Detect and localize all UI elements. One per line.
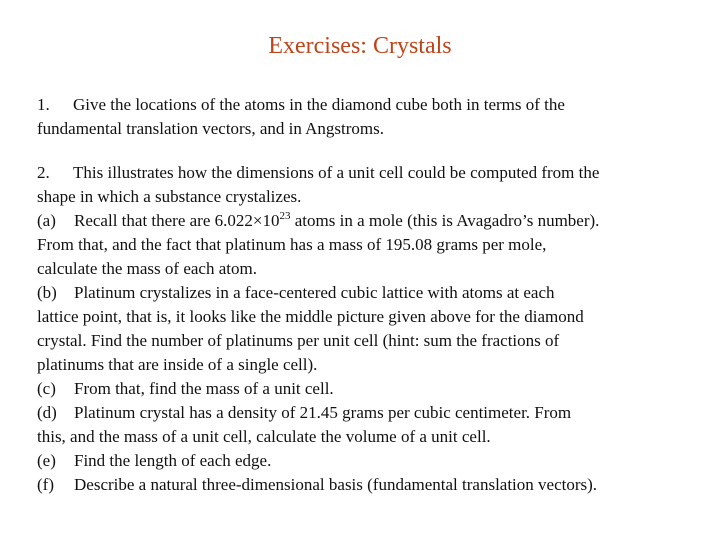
exercise-1-line-2: fundamental translation vectors, and in Angstroms. <box>37 119 385 138</box>
exercise-2-line-2: shape in which a substance crystalizes. <box>37 187 302 206</box>
part-a-line-1 <box>37 209 697 233</box>
exercise-2-number: 2. <box>37 163 50 182</box>
part-d-line-1 <box>37 401 697 425</box>
exercise-2-line-1 <box>37 161 697 185</box>
slide-title: Exercises: Crystals <box>268 33 452 59</box>
exercise-1-text: Give the locations of the atoms in the diamond cube both in terms of the <box>73 95 565 114</box>
exercise-2-text: This illustrates how the dimensions of a unit cell could be computed from the <box>73 163 600 182</box>
part-d-label: (d) <box>37 403 57 422</box>
exercise-1-line-1 <box>37 93 697 117</box>
part-a-line-3: calculate the mass of each atom. <box>37 259 257 278</box>
part-f-text: Describe a natural three-dimensional basis (fundamental translation vectors). <box>74 475 598 494</box>
part-b-line-4: platinums that are inside of a single cell). <box>37 355 318 374</box>
exercise-1-number: 1. <box>37 95 50 114</box>
part-f-label: (f) <box>37 475 54 494</box>
part-c-text: From that, find the mass of a unit cell. <box>74 379 334 398</box>
part-e-text: Find the length of each edge. <box>74 451 272 470</box>
part-c-line-1 <box>37 377 697 401</box>
exercise-2 <box>37 161 697 497</box>
part-e-line-1 <box>37 449 697 473</box>
part-a-exponent: 23 <box>279 210 291 222</box>
part-d-line-2: this, and the mass of a unit cell, calculate the volume of a unit cell. <box>37 427 491 446</box>
part-b-line-1 <box>37 281 697 305</box>
part-e-label: (e) <box>37 451 56 470</box>
part-a-line-2: From that, and the fact that platinum has a mass of 195.08 grams per mole, <box>37 235 547 254</box>
part-b-line-3: crystal. Find the number of platinums per unit cell (hint: sum the fractions of <box>37 331 560 350</box>
part-b-label: (b) <box>37 283 57 302</box>
part-f-line-1 <box>37 473 697 497</box>
part-c-label: (c) <box>37 379 56 398</box>
part-d-text: Platinum crystal has a density of 21.45 grams per cubic centimeter. From <box>74 403 572 422</box>
part-a-text-pre: Recall that there are 6.022×10 <box>74 211 280 230</box>
exercise-1 <box>37 93 697 141</box>
part-a-label: (a) <box>37 211 56 230</box>
part-b-text: Platinum crystalizes in a face-centered cubic lattice with atoms at each <box>74 283 555 302</box>
part-a-text-post: atoms in a mole (this is Avagadro’s number). <box>290 211 600 230</box>
part-b-line-2: lattice point, that is, it looks like the middle picture given above for the diamond <box>37 307 584 326</box>
